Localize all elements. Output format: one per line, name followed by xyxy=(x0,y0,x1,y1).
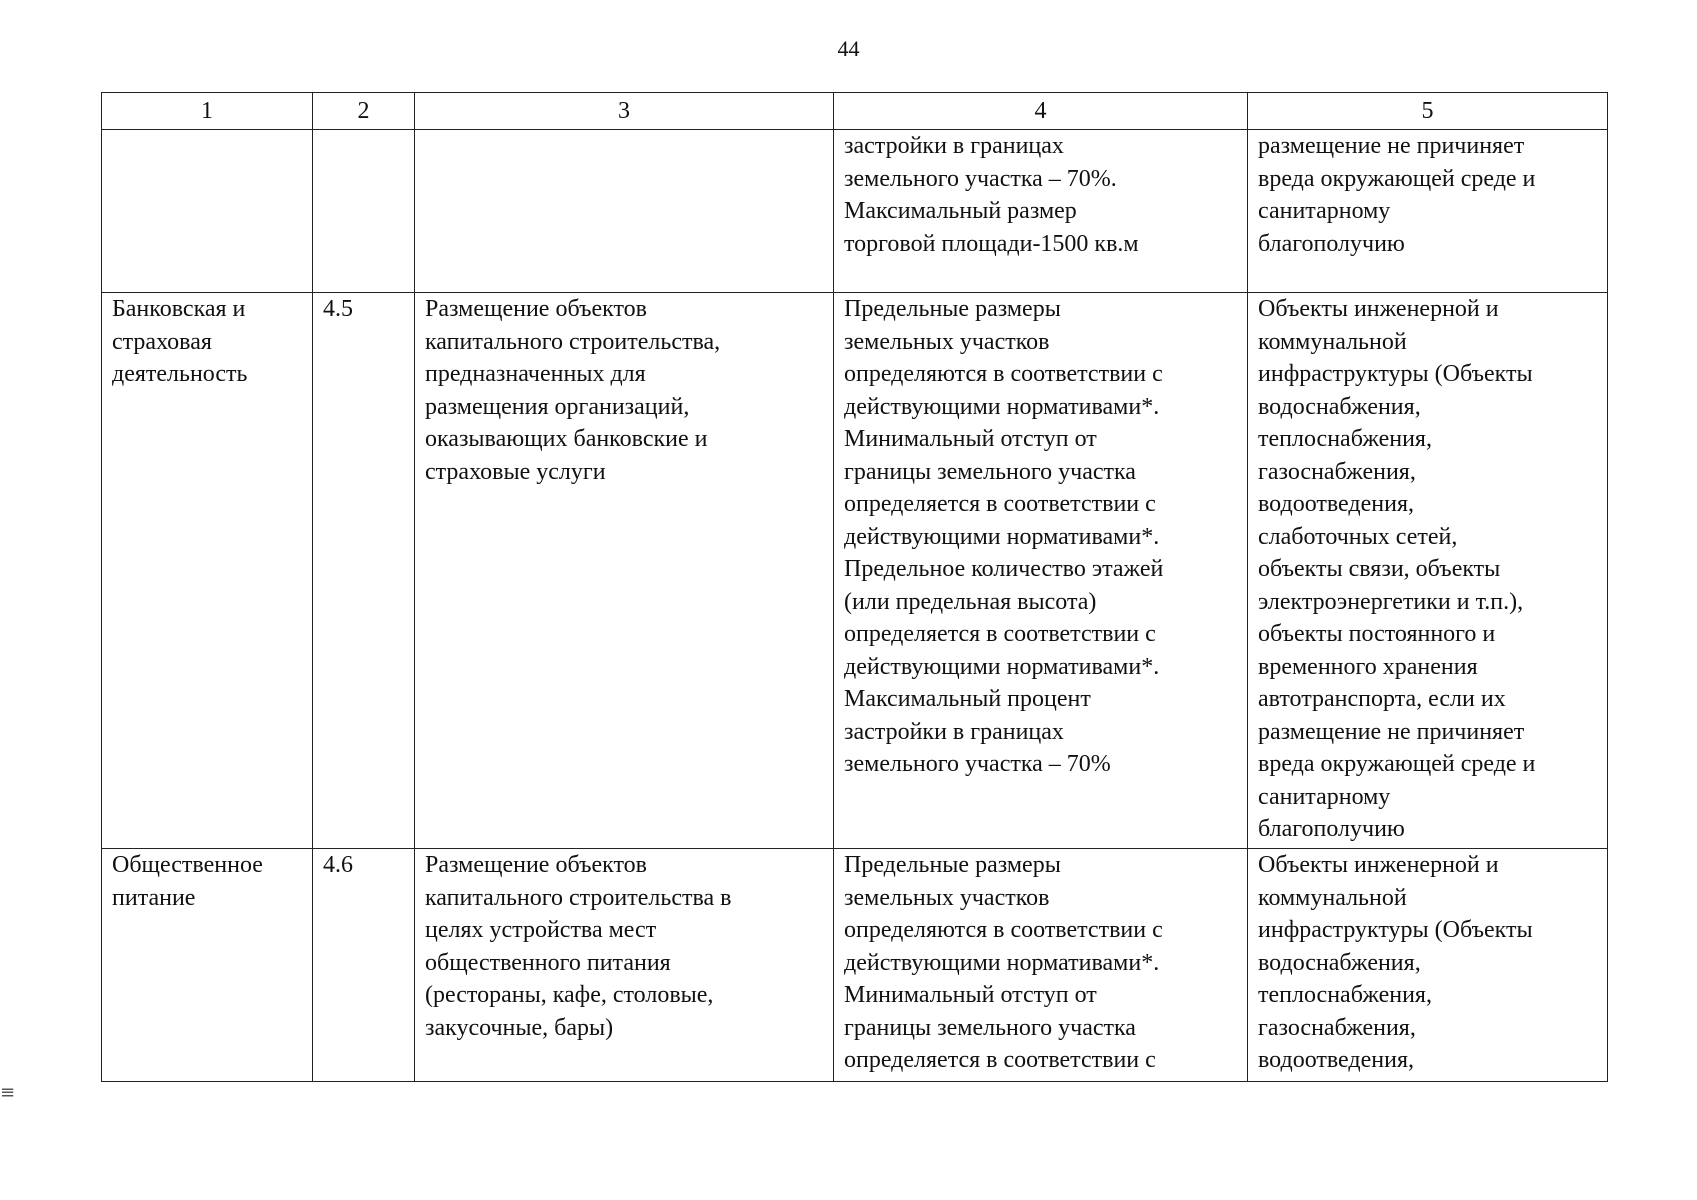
table-row xyxy=(102,849,1608,1082)
cell-text-line: действующими нормативами*. xyxy=(844,523,1160,550)
cell-text-line: действующими нормативами*. xyxy=(844,949,1160,976)
cell-text-line: электроэнергетики и т.п.), xyxy=(1258,588,1524,615)
cell-text-line: действующими нормативами*. xyxy=(844,393,1160,420)
cell-text-line: Размещение объектов xyxy=(425,852,647,878)
cell-use-name xyxy=(102,293,313,849)
cell-text-line: теплоснабжения, xyxy=(1258,426,1432,452)
cell-text-line: Предельное количество этажей xyxy=(844,556,1164,582)
cell-use-description xyxy=(415,849,834,1082)
cell-parameters xyxy=(834,130,1248,293)
page-number: 44 xyxy=(837,36,860,61)
table-row xyxy=(102,130,1608,293)
cell-text-line: размещение не причиняет xyxy=(1258,718,1525,745)
cell-text-line: целях устройства мест xyxy=(425,917,657,943)
cell-text-line: водоотведения, xyxy=(1258,1047,1414,1073)
cell-text-line: определяются в соответствии с xyxy=(844,917,1163,943)
cell-text-line: Объекты инженерной и xyxy=(1258,852,1499,878)
cell-text-line: Общественное xyxy=(112,852,263,878)
cell-text-line: санитарному xyxy=(1258,783,1391,810)
cell-text-line: объекты связи, объекты xyxy=(1258,556,1501,582)
cell-text-line: слаботочных сетей, xyxy=(1258,523,1458,550)
header-col-1: 1 xyxy=(102,93,313,130)
cell-parameters xyxy=(834,849,1248,1082)
cell-text-line: предназначенных для xyxy=(425,361,646,387)
cell-text-line: размещение не причиняет xyxy=(1258,133,1525,159)
cell-parameters xyxy=(834,293,1248,849)
cell-text-line: границы земельного участка xyxy=(844,458,1136,485)
cell-text-line: Минимальный отступ от xyxy=(844,426,1097,452)
cell-text-line: Банковская и xyxy=(112,296,246,322)
cell-text-line: капитального строительства, xyxy=(425,328,721,355)
cell-text-line: деятельность xyxy=(112,361,248,387)
cell-text-line: водоснабжения, xyxy=(1258,393,1421,420)
cell-text-line: Предельные размеры xyxy=(844,852,1061,878)
cell-text-line: газоснабжения, xyxy=(1258,1014,1416,1041)
cell-text-line: питание xyxy=(112,884,196,911)
cell-text-line: границы земельного участка xyxy=(844,1014,1136,1041)
cell-text-line: размещения организаций, xyxy=(425,393,690,420)
cell-text-line: капитального строительства в xyxy=(425,884,732,911)
header-col-2: 2 xyxy=(313,93,415,130)
cell-text-line: Минимальный отступ от xyxy=(844,982,1097,1008)
cell-use-code xyxy=(313,293,415,849)
cell-text-line: застройки в границах xyxy=(844,718,1064,745)
margin-mark: ≡ xyxy=(0,1082,16,1103)
zoning-table xyxy=(101,92,1608,1082)
cell-text-line: страховые услуги xyxy=(425,458,606,485)
cell-text-line: Максимальный размер xyxy=(844,198,1077,224)
header-row xyxy=(102,93,1608,130)
cell-text-line: определяется в соответствии с xyxy=(844,1047,1156,1073)
cell-text-line: временного хранения xyxy=(1258,653,1478,680)
cell-text-line: автотранспорта, если их xyxy=(1258,686,1506,712)
cell-text-line: застройки в границах xyxy=(844,133,1064,159)
cell-text-line: вреда окружающей среде и xyxy=(1258,751,1536,777)
cell-text-line: водоотведения, xyxy=(1258,491,1414,517)
header-col-5: 5 xyxy=(1248,93,1608,130)
table-header xyxy=(102,93,1608,130)
cell-text-line: определяются в соответствии с xyxy=(844,361,1163,387)
header-col-4: 4 xyxy=(834,93,1248,130)
table-row xyxy=(102,293,1608,849)
cell-text-line: 4.6 xyxy=(323,852,353,878)
cell-use-description xyxy=(415,293,834,849)
cell-text-line: коммунальной xyxy=(1258,884,1407,911)
cell-text-line: определяется в соответствии с xyxy=(844,621,1156,647)
cell-text-line: инфраструктуры (Объекты xyxy=(1258,361,1533,387)
cell-text-line: земельных участков xyxy=(844,884,1050,911)
cell-text-line: газоснабжения, xyxy=(1258,458,1416,485)
cell-text-line: водоснабжения, xyxy=(1258,949,1421,976)
cell-text-line: 4.5 xyxy=(323,296,353,322)
cell-text-line: земельных участков xyxy=(844,328,1050,355)
cell-text-line: определяется в соответствии с xyxy=(844,491,1156,517)
cell-text-line: вреда окружающей среде и xyxy=(1258,165,1536,192)
cell-auxiliary-uses xyxy=(1248,130,1608,293)
cell-use-name xyxy=(102,849,313,1082)
header-col-3: 3 xyxy=(415,93,834,130)
cell-text-line: санитарному xyxy=(1258,198,1391,224)
cell-text-line: Максимальный процент xyxy=(844,686,1091,712)
cell-text-line: объекты постоянного и xyxy=(1258,621,1496,647)
cell-text-line: благополучию xyxy=(1258,230,1405,257)
cell-text-line: страховая xyxy=(112,328,212,355)
cell-text-line: коммунальной xyxy=(1258,328,1407,355)
cell-text-line: торговой площади-1500 кв.м xyxy=(844,230,1139,257)
table-body xyxy=(102,130,1608,1082)
cell-text-line: (или предельная высота) xyxy=(844,588,1097,615)
cell-text-line: (рестораны, кафе, столовые, xyxy=(425,982,714,1008)
cell-text-line: земельного участка – 70%. xyxy=(844,165,1117,192)
cell-text-line: благополучию xyxy=(1258,816,1405,842)
cell-text-line: инфраструктуры (Объекты xyxy=(1258,917,1533,943)
cell-text-line: теплоснабжения, xyxy=(1258,982,1432,1008)
cell-use-name xyxy=(102,130,313,293)
cell-text-line: закусочные, бары) xyxy=(425,1014,614,1041)
cell-use-code xyxy=(313,130,415,293)
cell-text-line: Объекты инженерной и xyxy=(1258,296,1499,322)
cell-text-line: Размещение объектов xyxy=(425,296,647,322)
cell-text-line: действующими нормативами*. xyxy=(844,653,1160,680)
cell-use-code xyxy=(313,849,415,1082)
cell-auxiliary-uses xyxy=(1248,293,1608,849)
cell-text-line: оказывающих банковские и xyxy=(425,426,708,452)
cell-text-line: общественного питания xyxy=(425,949,671,976)
cell-use-description xyxy=(415,130,834,293)
cell-auxiliary-uses xyxy=(1248,849,1608,1082)
cell-text-line: Предельные размеры xyxy=(844,296,1061,322)
cell-text-line: земельного участка – 70% xyxy=(844,751,1111,777)
